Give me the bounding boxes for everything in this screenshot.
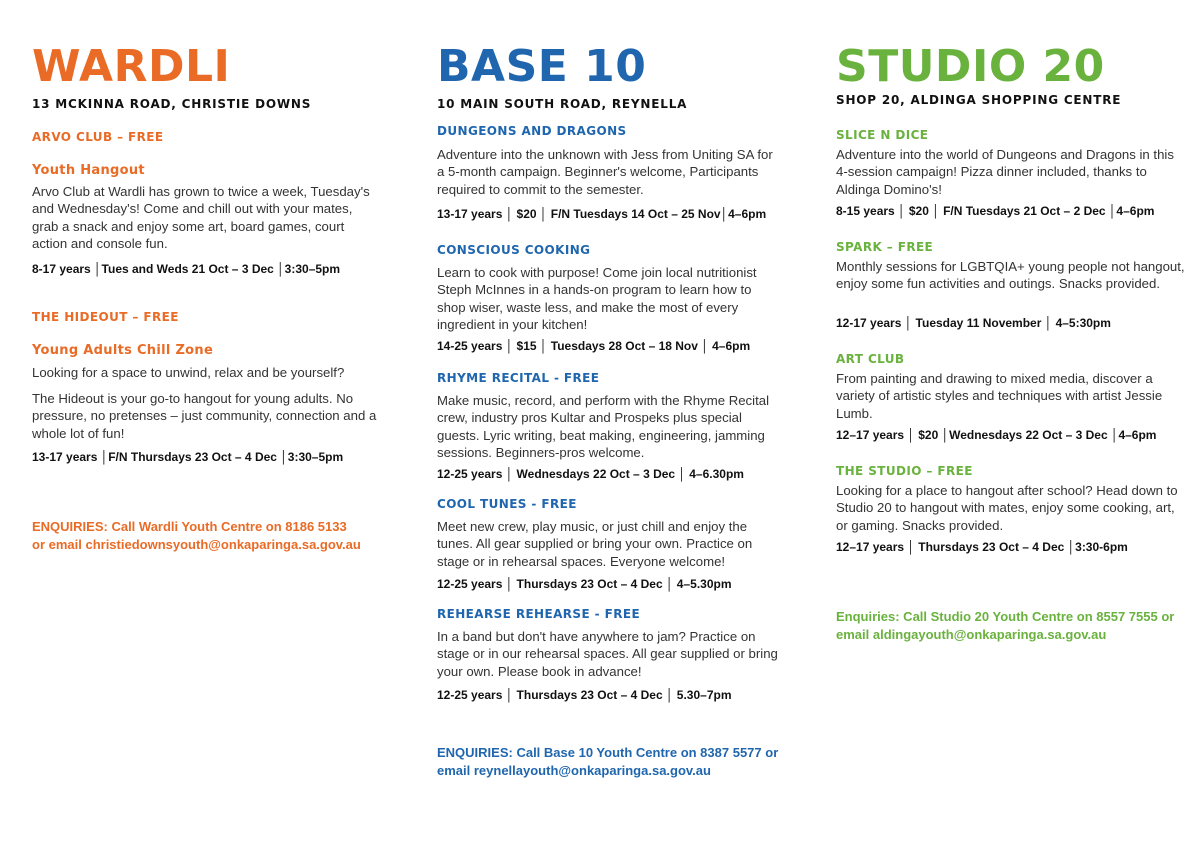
rehearse-details: 12-25 years │ Thursdays 23 Oct – 4 Dec │ 5.30–7pm — [437, 688, 732, 702]
hideout-description-2: The Hideout is your go-to hangout for young adults. No pressure, no pretenses – just community, connection and a whole lot of fun! — [32, 391, 377, 441]
studio20-address: SHOP 20, ALDINGA SHOPPING CENTRE — [836, 93, 1122, 107]
arvo-club-description: Arvo Club at Wardli has grown to twice a week, Tuesday's and Wednesday's! Come and chill out with your mates, grab a snack and enjoy some art, board games, court action and console fun. — [32, 184, 370, 251]
dungeons-dragons-description: Adventure into the unknown with Jess from Uniting SA for a 5-month campaign. Beginner's welcome, Participants required to commit to the semester. — [437, 147, 773, 197]
base10-address: 10 MAIN SOUTH ROAD, REYNELLA — [437, 97, 688, 111]
rhyme-recital-heading: RHYME RECITAL - FREE — [437, 371, 600, 385]
wardli-enquiries: ENQUIRIES: Call Wardli Youth Centre on 8186 5133 or email christiedownsyouth@onkaparinga.sa.gov.au — [32, 519, 361, 552]
conscious-cooking-details: 14-25 years │ $15 │ Tuesdays 28 Oct – 18 Nov │ 4–6pm — [437, 339, 751, 353]
conscious-cooking-heading: CONSCIOUS COOKING — [437, 243, 591, 257]
cool-tunes-description: Meet new crew, play music, or just chill and enjoy the tunes. All gear supplied or bring your own. Practice on stage or in rehearsal spaces. Everyone welcome! — [437, 519, 753, 569]
wardli-address: 13 MCKINNA ROAD, CHRISTIE DOWNS — [32, 97, 312, 111]
slice-n-dice-details: 8-15 years │ $20 │ F/N Tuesdays 21 Oct – 2 Dec │4–6pm — [836, 204, 1155, 218]
cool-tunes-details: 12-25 years │ Thursdays 23 Oct – 4 Dec │ 4–5.30pm — [437, 577, 732, 591]
cool-tunes-heading: COOL TUNES - FREE — [437, 497, 577, 511]
the-studio-description: Looking for a place to hangout after school? Head down to Studio 20 to hangout with mates, enjoy some cooking, art, or gaming. Snacks provided. — [836, 483, 1178, 533]
arvo-club-details: 8-17 years │Tues and Weds 21 Oct – 3 Dec │3:30–5pm — [32, 262, 341, 276]
studio20-enquiries: Enquiries: Call Studio 20 Youth Centre on 8557 7555 or email aldingayouth@onkaparinga.sa.gov.au — [836, 609, 1175, 642]
spark-details: 12-17 years │ Tuesday 11 November │ 4–5:30pm — [836, 316, 1111, 330]
wardli-title: WARDLI — [32, 41, 231, 92]
hideout-description: Looking for a space to unwind, relax and be yourself? — [32, 365, 345, 380]
hideout-heading: THE HIDEOUT – FREE — [32, 310, 179, 324]
the-studio-details: 12–17 years │ Thursdays 23 Oct – 4 Dec │3:30-6pm — [836, 540, 1128, 554]
rehearse-description: In a band but don't have anywhere to jam? Practice on stage or in our rehearsal spaces. All gear supplied or bring your own. Please book in advance! — [437, 629, 778, 679]
base10-enquiries: ENQUIRIES: Call Base 10 Youth Centre on 8387 5577 or email reynellayouth@onkaparinga.sa.gov.au — [437, 745, 779, 778]
slice-n-dice-description: Adventure into the world of Dungeons and Dragons in this 4-session campaign! Pizza dinner included, thanks to Aldinga Domino's! — [836, 147, 1174, 197]
arvo-club-subheading: Youth Hangout — [32, 163, 145, 178]
dungeons-dragons-heading: DUNGEONS AND DRAGONS — [437, 124, 627, 138]
rhyme-recital-details: 12-25 years │ Wednesdays 22 Oct – 3 Dec │ 4–6.30pm — [437, 467, 744, 481]
rehearse-heading: REHEARSE REHEARSE - FREE — [437, 607, 641, 621]
arvo-club-heading: ARVO CLUB – FREE — [32, 130, 164, 144]
art-club-details: 12–17 years │ $20 │Wednesdays 22 Oct – 3 Dec │4–6pm — [836, 428, 1157, 442]
the-studio-heading: THE STUDIO – FREE — [836, 464, 973, 478]
art-club-description: From painting and drawing to mixed media, discover a variety of artistic styles and techniques with artist Jessie Lumb. — [836, 371, 1163, 421]
base10-title: BASE 10 — [437, 41, 647, 92]
dungeons-dragons-details: 13-17 years │ $20 │ F/N Tuesdays 14 Oct – 25 Nov│4–6pm — [437, 207, 767, 221]
conscious-cooking-description: Learn to cook with purpose! Come join local nutritionist Steph McInnes in a hands-on program to learn how to shop wiser, waste less, and make the most of every ingredient in your kitchen! — [437, 265, 757, 332]
slice-n-dice-heading: SLICE N DICE — [836, 128, 929, 142]
rhyme-recital-description: Make music, record, and perform with the Rhyme Recital crew, industry pros Kultar and Prospeks plus special guests. Lyric writing, beat making, engineering, jamming sessions. Beginners-pros welcome. — [437, 393, 770, 460]
art-club-heading: ART CLUB — [836, 352, 905, 366]
hideout-subheading: Young Adults Chill Zone — [32, 343, 214, 358]
studio20-title: STUDIO 20 — [836, 41, 1105, 92]
spark-description: Monthly sessions for LGBTQIA+ young people not hangout, enjoy some fun activities and outings. Snacks provided. — [836, 259, 1185, 292]
spark-heading: SPARK – FREE — [836, 240, 934, 254]
hideout-details: 13-17 years │F/N Thursdays 23 Oct – 4 Dec │3:30–5pm — [32, 450, 344, 464]
